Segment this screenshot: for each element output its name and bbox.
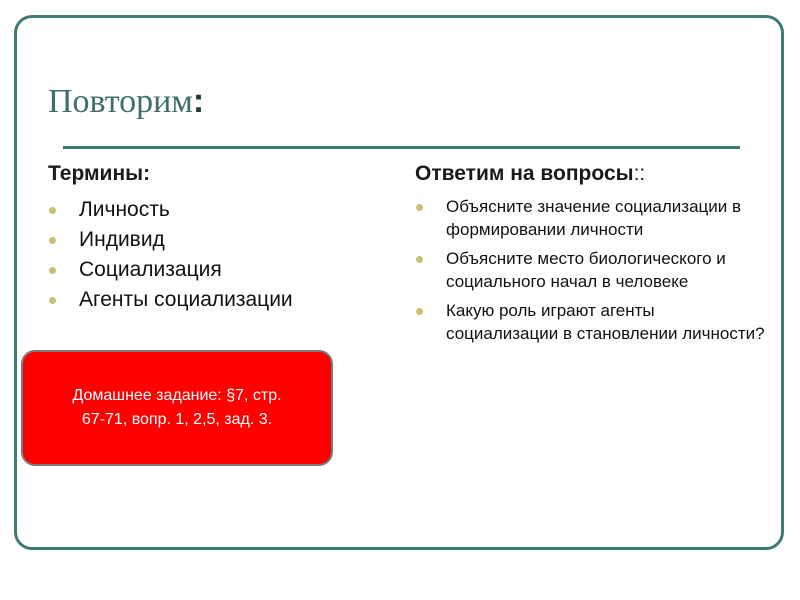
term-label: Индивид	[79, 228, 165, 251]
question-text: Какую роль играют агенты социализации в становлении личности?	[446, 301, 765, 343]
homework-line-2: 67-71, вопр. 1, 2,5, зад. 3.	[81, 411, 273, 428]
list-item	[415, 247, 765, 293]
question-text: Объясните значение социализации в формировании личности	[446, 197, 742, 239]
slide-title	[48, 82, 204, 121]
term-label: Социализация	[79, 258, 222, 281]
list-item	[48, 255, 388, 285]
list-item	[48, 195, 388, 225]
list-item	[415, 299, 765, 345]
homework-text	[72, 384, 281, 432]
list-item	[415, 195, 765, 241]
questions-heading-suffix: ::	[633, 162, 646, 185]
bullet-icon	[416, 256, 423, 263]
bullet-icon	[49, 237, 56, 244]
bullet-icon	[416, 204, 423, 211]
bullet-icon	[49, 267, 56, 274]
questions-column	[415, 162, 765, 351]
slide-title-colon: :	[192, 82, 205, 120]
term-label: Личность	[79, 198, 170, 221]
bullet-icon	[49, 297, 56, 304]
bullet-icon	[416, 308, 423, 315]
homework-line-1: Домашнее задание: §7, стр.	[72, 387, 282, 404]
terms-heading: Термины:	[48, 162, 151, 185]
list-item	[48, 225, 388, 255]
terms-list	[48, 195, 388, 315]
homework-box	[21, 350, 333, 466]
questions-heading	[415, 162, 765, 186]
term-label: Агенты социализации	[79, 288, 293, 311]
question-text: Объясните место биологического и социального начал в человеке	[446, 249, 726, 291]
slide-title-text: Повторим	[48, 83, 193, 120]
bullet-icon	[49, 207, 56, 214]
terms-column	[48, 162, 388, 315]
list-item	[48, 285, 388, 315]
title-divider	[63, 146, 740, 149]
questions-list	[415, 195, 765, 345]
questions-heading-text: Ответим на вопросы	[415, 162, 634, 185]
